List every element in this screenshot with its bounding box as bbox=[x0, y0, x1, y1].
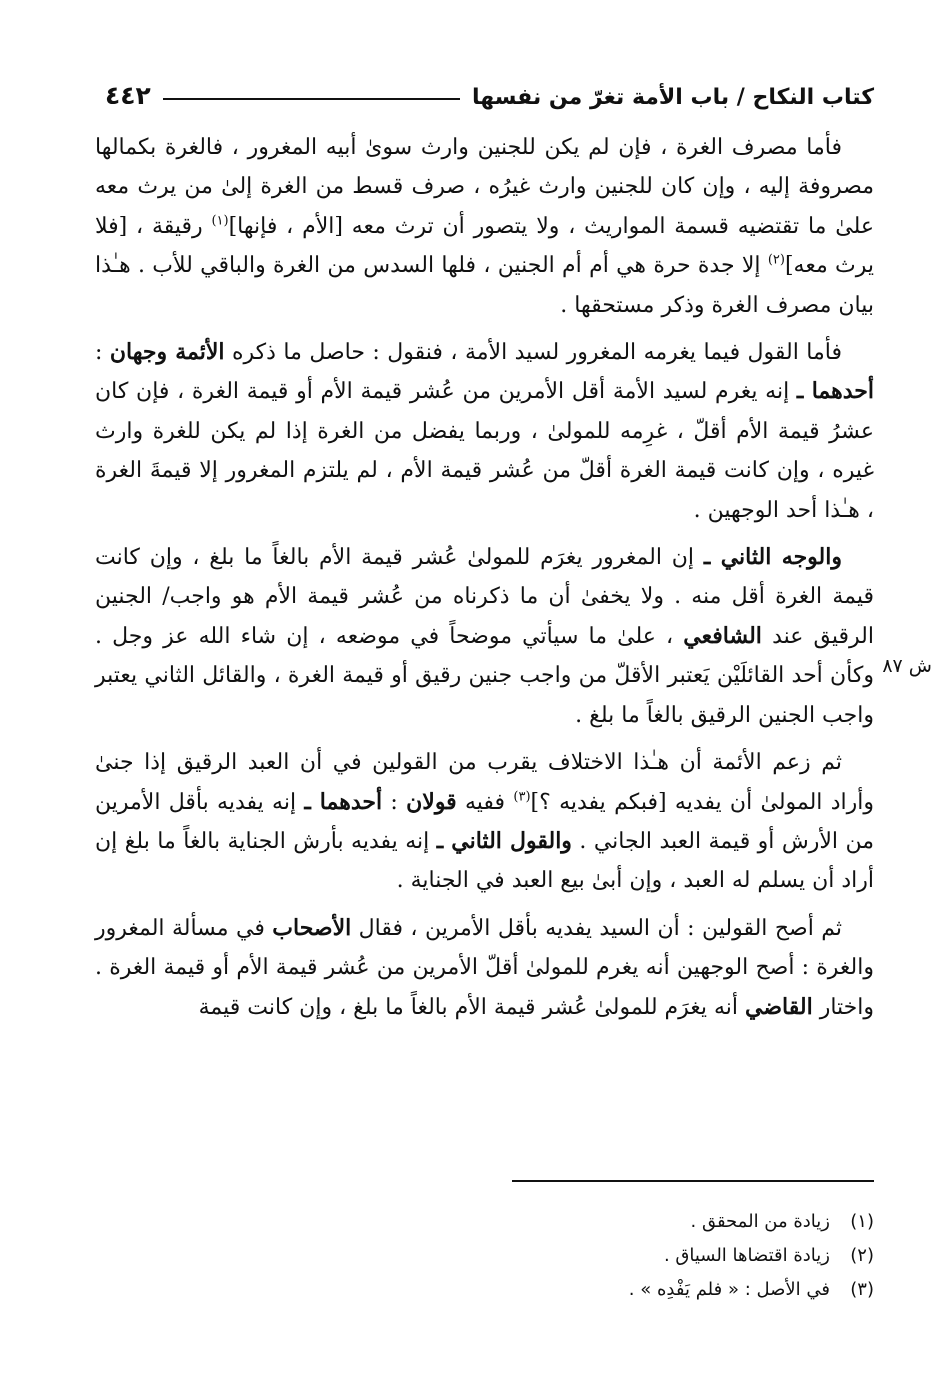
text-run: إلا جدة حرة هي أم أم الجنين ، فلها السدس من الغرة والباقي للأب . هـٰذا بيان مصرف الغرة وذكر مستحقها . bbox=[95, 253, 874, 318]
paragraph bbox=[95, 538, 874, 735]
footnote-text: في الأصل : « فلم يَفْدِه » . bbox=[628, 1279, 830, 1300]
text-run: : bbox=[382, 789, 407, 815]
running-title: كتاب النكاح / باب الأمة تغرّ من نفسها bbox=[471, 85, 874, 110]
bold-term: الشافعي bbox=[683, 622, 762, 649]
footnote bbox=[274, 1273, 874, 1307]
text-run: : bbox=[95, 340, 110, 366]
footnote-number: (٢) bbox=[850, 1245, 874, 1266]
footnote-number: (١) bbox=[850, 1211, 874, 1232]
text-run: فأما القول فيما يغرمه المغرور لسيد الأمة ، فنقول : حاصل ما ذكره bbox=[224, 340, 843, 366]
text-run: ، علىٰ ما سيأتي موضحاً في موضعه ، إن شاء الله عز وجل . وكأن أحد القائلَيْن يَعتبر الأقلّ من واجب جنين رقيق أو قيمة الغرة ، والقائل الثاني يعتبر واجب الجنين الرقيق بالغاً ما بلغ . bbox=[95, 623, 874, 728]
footnotes bbox=[274, 1205, 874, 1307]
footnote-ref: (١) bbox=[211, 213, 229, 229]
text-run: إنه يفديه بأرش الجناية بالغاً ما بلغ إن أراد أن يسلم له العبد ، وإن أبىٰ بيع العبد في الجناية . bbox=[95, 828, 874, 894]
bold-term: القاضي bbox=[745, 993, 813, 1020]
footnote-number: (٣) bbox=[850, 1279, 874, 1300]
text-run: أنه يغرَم للمولىٰ عُشر قيمة الأم بالغاً ما بلغ ، وإن كانت قيمة bbox=[198, 994, 746, 1020]
text-run: فأما مصرف الغرة ، فإن لم يكن للجنين وارث سوىٰ أبيه المغرور ، فالغرة بكمالها مصروفة إليه ، وإن كان للجنين وارث غيرُه ، صرف قسط من الغرة إلىٰ من يرث معه علىٰ ما تقتضيه قسمة المواريث ، ولا يتصور أن ترث معه [الأم ، فإنها] bbox=[95, 135, 874, 239]
text-run: ففيه bbox=[456, 789, 514, 815]
text-run: ثم أصح القولين : أن السيد يفديه بأقل الأمرين ، فقال bbox=[351, 915, 842, 941]
footnote bbox=[274, 1239, 874, 1273]
paragraph bbox=[95, 743, 874, 901]
text-run: إنه يغرم لسيد الأمة أقل الأمرين من عُشر قيمة الأم أو قيمة الغرة ، فإن كان عشرُ قيمة الأم أقلّ ، غرِمه للمولىٰ ، وربما يفضل من الغرة إذا لم يكن للغرة وارث غيره ، وإن كانت قيمة الغرة أقلّ من عُشر قيمة الأم ، لم يلتزم المغرور إلا قيمةَ الغرة ، هـٰذا أحد الوجهين . bbox=[95, 379, 874, 523]
text-run: في مسألة المغرور والغرة : أصح الوجهين أنه يغرم للمولىٰ أقلّ الأمرين من عُشر قيمة الأم أو قيمة الغرة . واختار bbox=[95, 915, 874, 1020]
bold-term: الأئمة وجهان bbox=[109, 339, 225, 366]
paragraph bbox=[95, 909, 874, 1027]
main-text bbox=[95, 128, 874, 1035]
footnote-text: زيادة اقتضاها السياق . bbox=[663, 1245, 830, 1266]
text-run: إنه يفديه بأقل الأمرين من الأرش أو قيمة العبد الجاني . bbox=[95, 789, 874, 854]
footnote-ref: (٢) bbox=[767, 252, 785, 268]
bold-term: الأصحاب bbox=[272, 914, 352, 941]
footnote-text: زيادة من المحقق . bbox=[690, 1211, 830, 1232]
text-run: رقيقة ، [فلا يرث معه] bbox=[95, 213, 874, 279]
margin-folio-note: ش ٨٧ bbox=[882, 655, 932, 677]
paragraph bbox=[95, 128, 874, 325]
bold-term: والقول الثاني ـ bbox=[436, 827, 572, 854]
bold-term: أحدهما ـ bbox=[796, 378, 875, 405]
footnote-ref: (٣) bbox=[513, 789, 531, 805]
bold-term: قولان bbox=[406, 788, 457, 815]
page-header bbox=[95, 74, 874, 110]
bold-term: أحدهما ـ bbox=[304, 788, 383, 815]
text-run: إن المغرور يغرَم للمولىٰ عُشر قيمة الأم بالغاً ما بلغ ، وإن كانت قيمة الغرة أقل منه . ولا يخفىٰ أن ما ذكرناه من عُشر قيمة الأم هو واجب/ الجنين الرقيق عند bbox=[95, 545, 874, 649]
paragraph bbox=[95, 333, 874, 530]
page-number: ٤٤٢ bbox=[105, 81, 151, 110]
text-run: ثم زعم الأئمة أن هـٰذا الاختلاف يقرب من القولين في أن العبد الرقيق إذا جنىٰ وأراد المولىٰ أن يفديه [فبكم يفديه ؟] bbox=[95, 750, 874, 815]
footnote bbox=[274, 1205, 874, 1239]
footnote-separator bbox=[512, 1180, 874, 1182]
bold-term: والوجه الثاني ـ bbox=[703, 544, 842, 571]
header-rule bbox=[163, 98, 460, 100]
